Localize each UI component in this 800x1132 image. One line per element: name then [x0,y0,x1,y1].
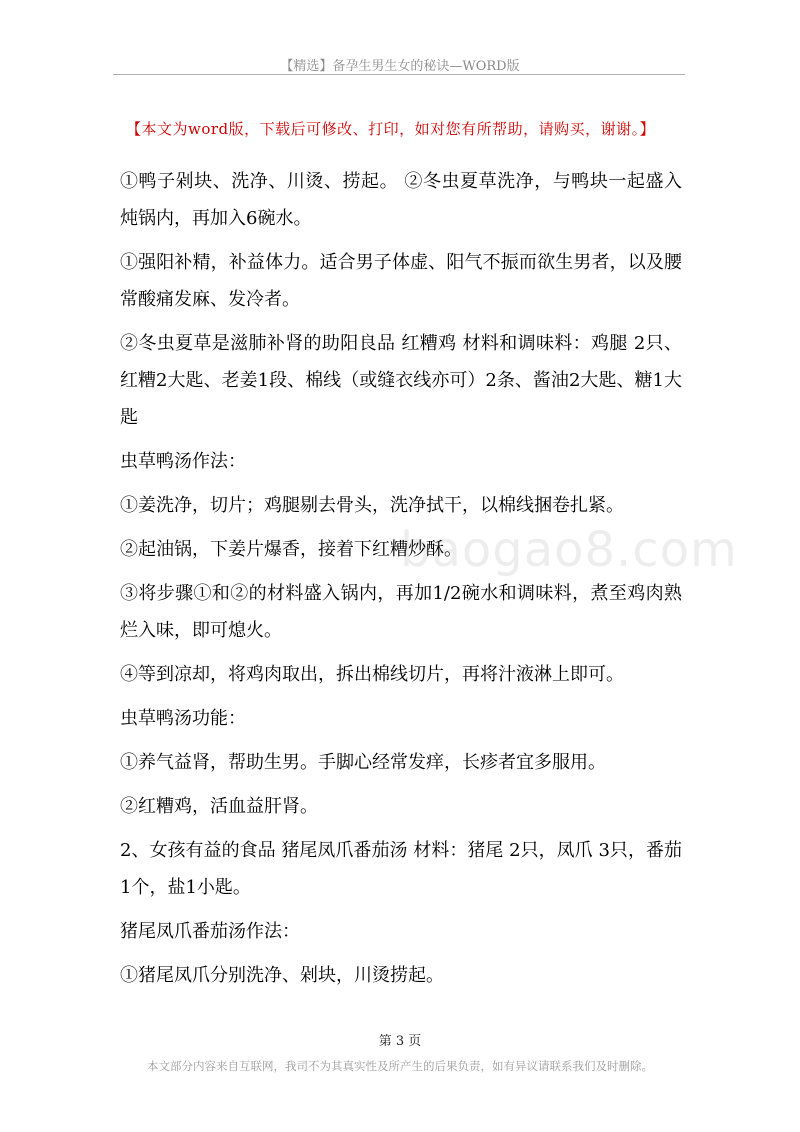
document-body [120,163,682,1001]
paragraph-6: ②起油锅，下姜片爆香，接着下红糟炒酥。 [120,539,462,560]
paragraph-9: 虫草鸭汤功能： [120,708,246,729]
header-divider [113,74,685,75]
paragraph-7: ③将步骤①和②的材料盛入锅内，再加1/2碗水和调味料，煮至鸡肉熟烂入味，即可熄火。 [120,583,682,641]
paragraph-11: ②红糟鸡，活血益肝肾。 [120,796,318,817]
paragraph-10: ①养气益肾，帮助生男。手脚心经常发痒，长疹者宜多服用。 [120,752,606,773]
paragraph-3: ②冬虫夏草是滋肺补肾的助阳良品 红糟鸡 材料和调味料：鸡腿 2只、红糟2大匙、老姜1段、棉线（或缝衣线亦可）2条、酱油2大匙、糖1大匙 [120,333,682,428]
page-number: 第 3 页 [378,1034,422,1049]
watermark: baogao8.com [400,522,738,578]
paragraph-13: 猪尾凤爪番茄汤作法： [120,921,300,942]
header-title: 【精选】备孕生男生女的秘诀—WORD版 [280,59,520,74]
paragraph-12: 2、女孩有益的食品 猪尾凤爪番茄汤 材料：猪尾 2只，凤爪 3只，番茄1个，盐1小匙。 [120,840,682,898]
paragraph-1: ①鸭子剁块、洗净、川烫、捞起。 ②冬虫夏草洗净，与鸭块一起盛入炖锅内，再加入6碗水。 [120,171,682,229]
footer-disclaimer: 本文部分内容来自互联网，我司不为其真实性及所产生的后果负责，如有异议请联系我们及时删除。 [147,1059,653,1073]
paragraph-8: ④等到凉却，将鸡肉取出，拆出棉线切片，再将汁液淋上即可。 [120,664,624,685]
paragraph-4: 虫草鸭汤作法： [120,451,246,472]
download-notice: 【本文为word版，下载后可修改、打印，如对您有所帮助，请购买，谢谢。】 [126,120,656,138]
paragraph-5: ①姜洗净，切片；鸡腿剔去骨头，洗净拭干，以棉线捆卷扎紧。 [120,495,624,516]
paragraph-14: ①猪尾凤爪分别洗净、剁块，川烫捞起。 [120,965,444,986]
paragraph-2: ①强阳补精，补益体力。适合男子体虚、阳气不振而欲生男者，以及腰常酸痛发麻、发冷者。 [120,252,682,310]
